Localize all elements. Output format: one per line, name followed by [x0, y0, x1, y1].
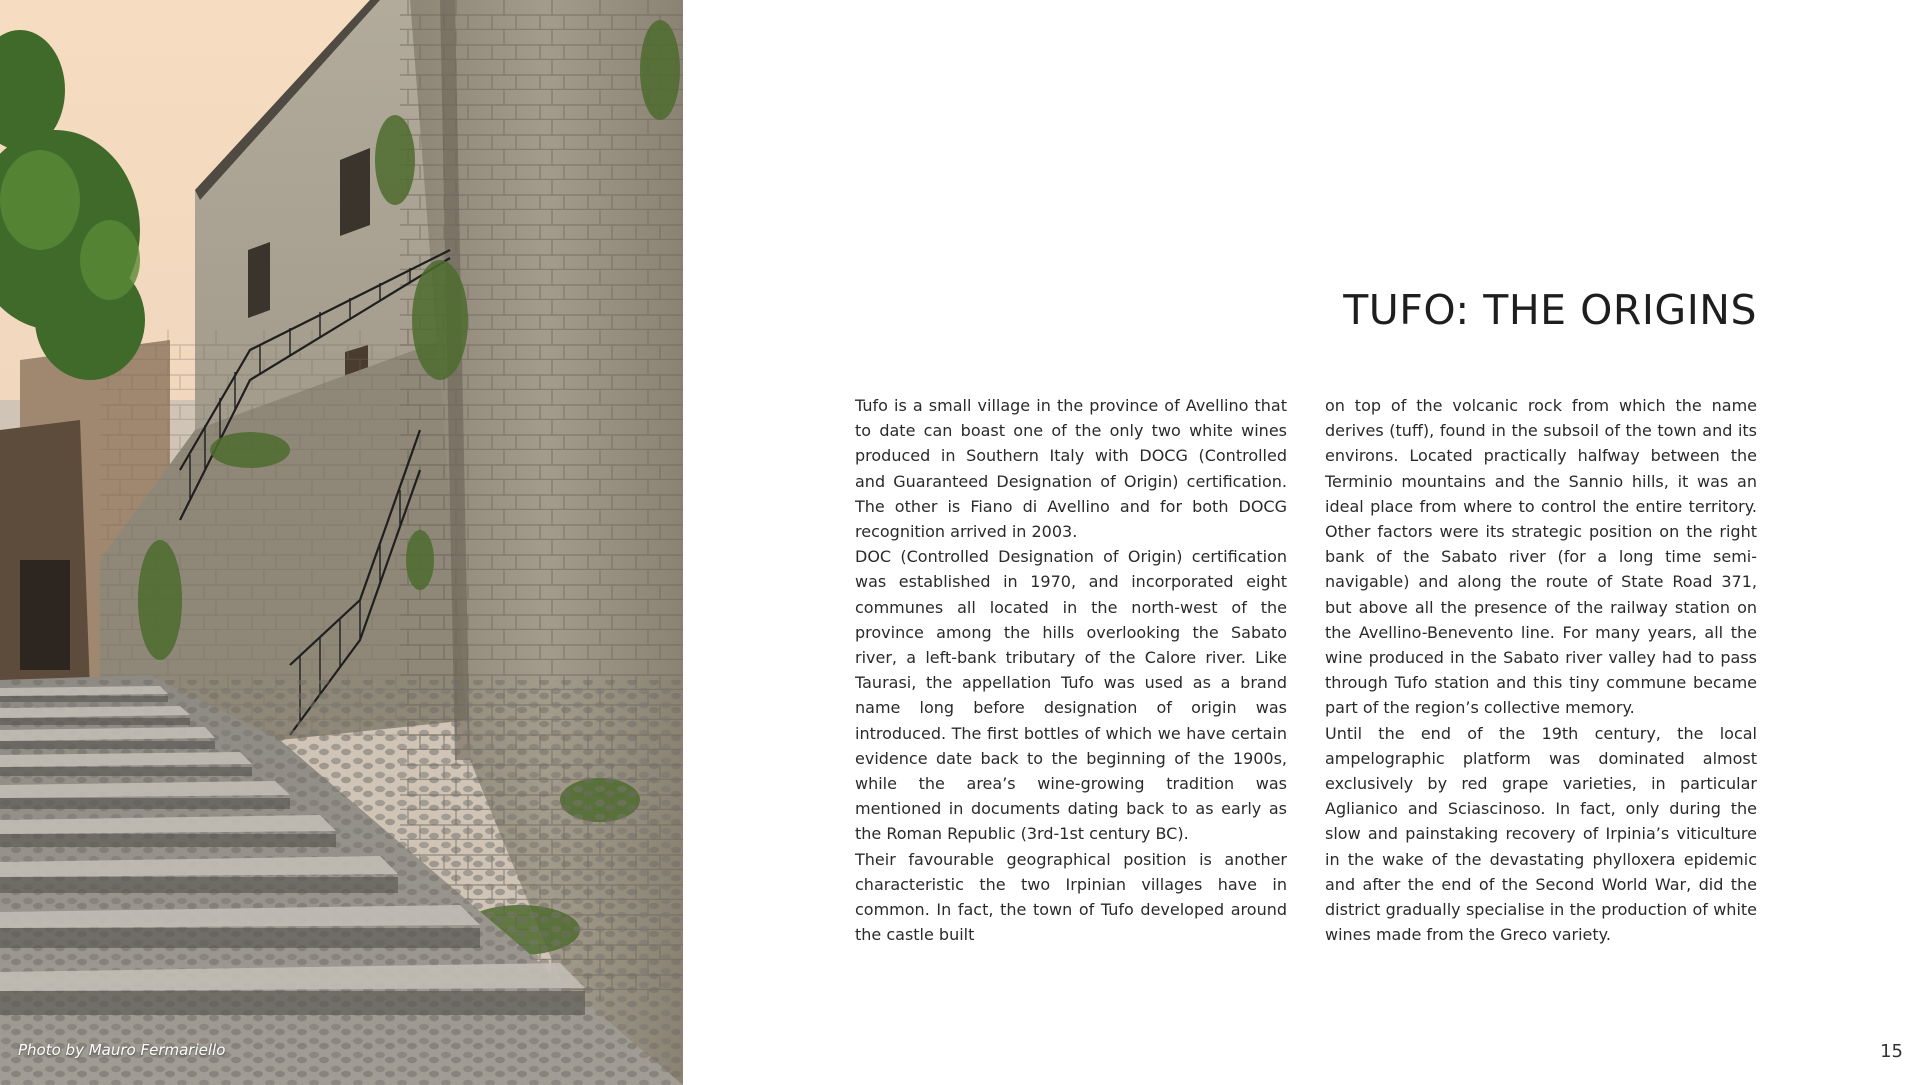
paragraph: Their favourable geographical position is another characteristic the two Irpinian villages have in common. In fact, the town of Tufo developed around the castle built — [855, 849, 1287, 945]
page-number: 15 — [1880, 1041, 1903, 1062]
page-title: TUFO: THE ORIGINS — [1343, 286, 1757, 334]
photo-illustration — [0, 0, 683, 1085]
paragraph: on top of the volcanic rock from which the name derives (tuff), found in the subsoil of the town and its environs. Located practically halfway between the Terminio mountains and the Sannio hills, it was an ideal place from where to control the entire territory. Other factors were its strategic position on the right bank of the Sabato river (for a long time semi-navigable) and along the route of State Road 371, but above all the presence of the railway station on the Avellino-Benevento line. For many years, all the wine produced in the Sabato river valley had to pass through Tufo station and this tiny commune became part of the region’s collective memory. — [1325, 396, 1757, 718]
village-stairway-photo — [0, 0, 683, 1085]
article-body — [855, 393, 1757, 947]
paragraph: DOC (Controlled Designation of Origin) certification was established in 1970, and incorporated eight communes all located in the north-west of the province among the hills overlooking the Sabato river, a left-bank tributary of the Calore river. Like Taurasi, the appellation Tufo was used as a brand name long before designation of origin was introduced. The first bottles of which we have certain evidence date back to the beginning of the 1900s, while the area’s wine-growing tradition was mentioned in documents dating back to as early as the Roman Republic (3rd-1st century BC). — [855, 547, 1287, 844]
text-column-left — [855, 393, 1287, 947]
paragraph: Tufo is a small village in the province of Avellino that to date can boast one of the only two white wines produced in Southern Italy with DOCG (Controlled and Guaranteed Designation of Origin) certification. The other is Fiano di Avellino and for both DOCG recognition arrived in 2003. — [855, 396, 1287, 542]
paragraph: Until the end of the 19th century, the local ampelographic platform was dominated almost exclusively by red grape varieties, in particular Aglianico and Sciascinoso. In fact, only during the slow and painstaking recovery of Irpinia’s viticulture in the wake of the devastating phylloxera epidemic and after the end of the Second World War, did the district gradually specialise in the production of white wines made from the Greco variety. — [1325, 723, 1757, 945]
text-column-right — [1325, 393, 1757, 947]
photo-credit: Photo by Mauro Fermariello — [18, 1041, 226, 1059]
